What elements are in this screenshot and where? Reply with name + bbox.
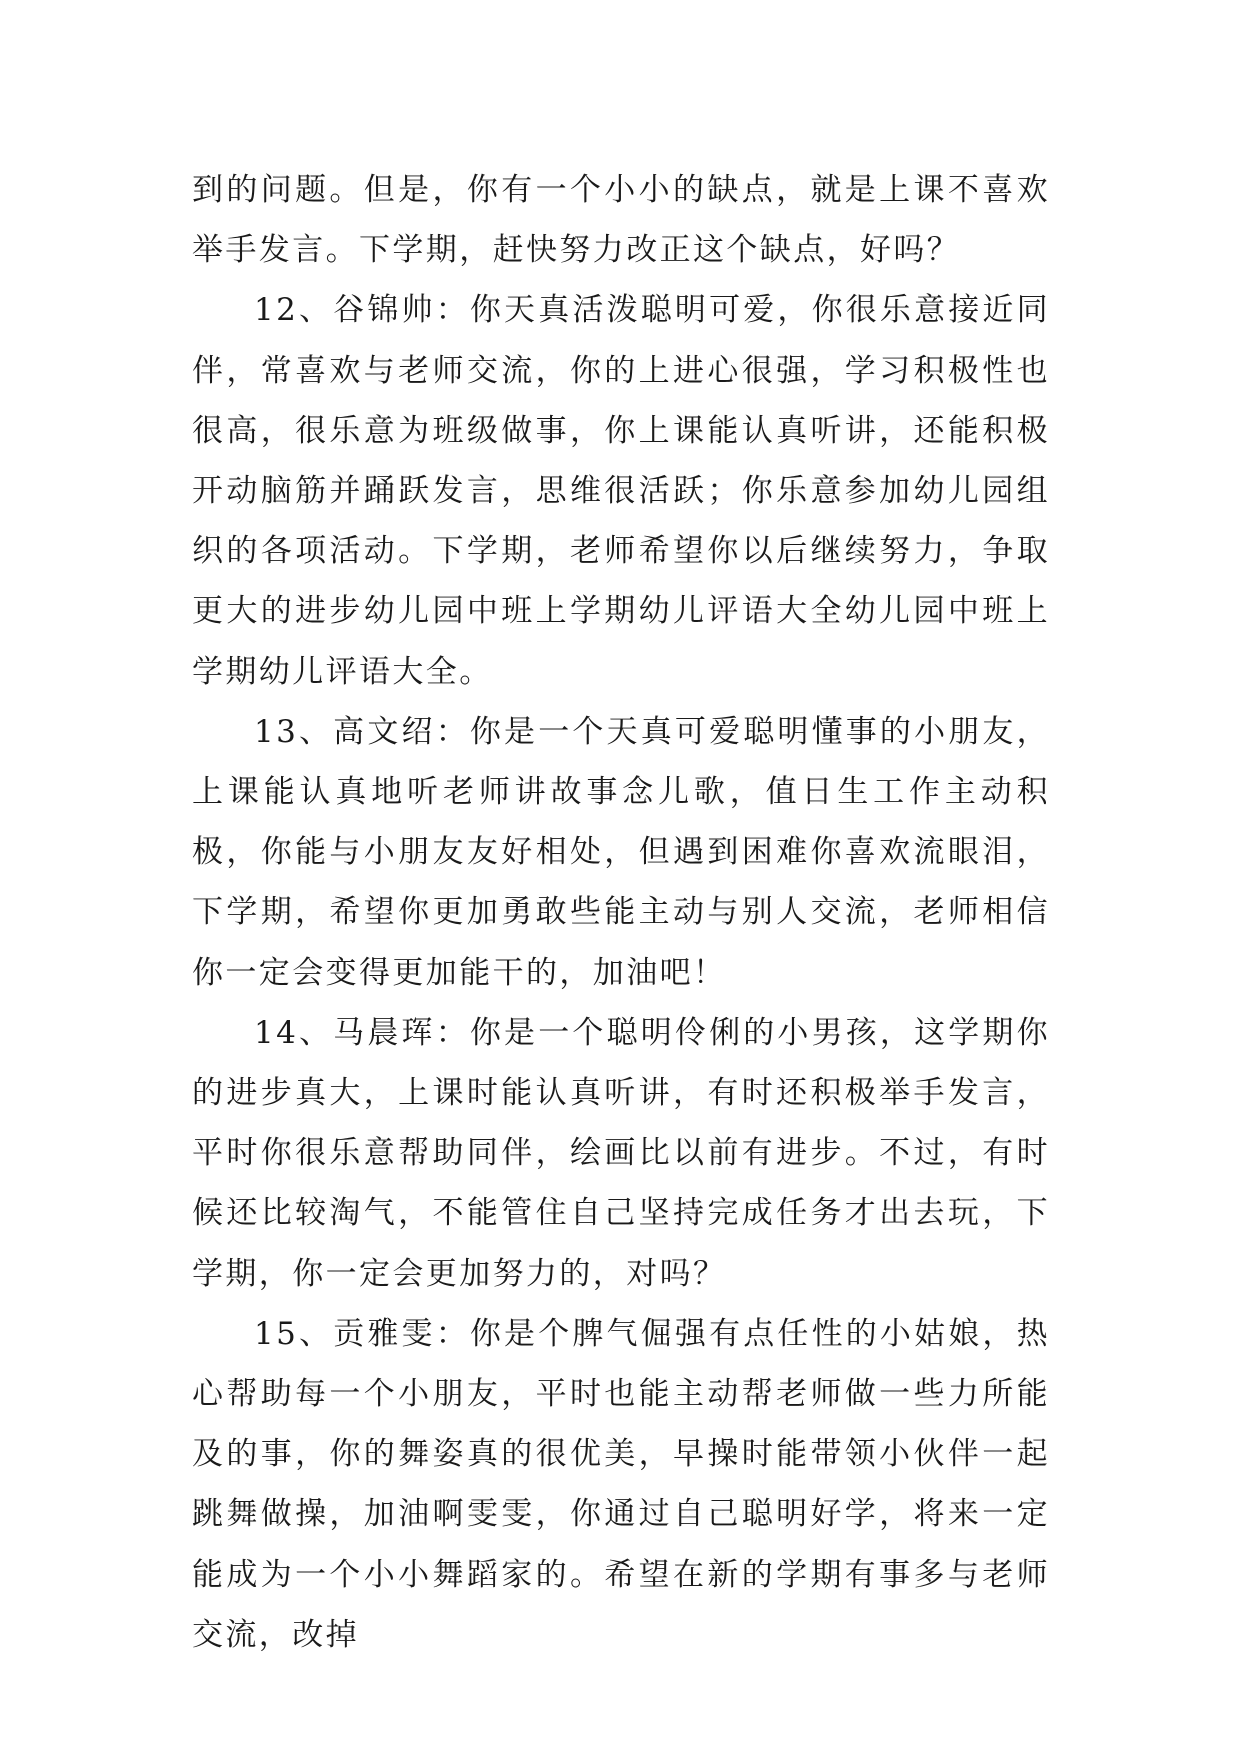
paragraph-comment-15: 15、贡雅雯：你是个脾气倔强有点任性的小姑娘，热心帮助每一个小朋友，平时也能主动帮老师做一些力所能及的事，你的舞姿真的很优美，早操时能带领小伙伴一起跳舞做操，加油啊雯雯，你通过自己聪明好学，将来一定能成为一个小小舞蹈家的。希望在新的学期有事多与老师交流，改掉 [192, 1315, 1050, 1653]
document-page [192, 160, 1050, 1665]
paragraph-comment-13: 13、高文绍：你是一个天真可爱聪明懂事的小朋友，上课能认真地听老师讲故事念儿歌，值日生工作主动积极，你能与小朋友友好相处，但遇到困难你喜欢流眼泪，下学期，希望你更加勇敢些能主动与别人交流，老师相信你一定会变得更加能干的，加油吧！ [192, 713, 1050, 991]
paragraph-comment-12: 12、谷锦帅：你天真活泼聪明可爱，你很乐意接近同伴，常喜欢与老师交流，你的上进心很强，学习积极性也很高，很乐意为班级做事，你上课能认真听讲，还能积极开动脑筋并踊跃发言，思维很活跃；你乐意参加幼儿园组织的各项活动。下学期，老师希望你以后继续努力，争取更大的进步幼儿园中班上学期幼儿评语大全幼儿园中班上学期幼儿评语大全。 [192, 292, 1050, 690]
paragraph-comment-14: 14、马晨珲：你是一个聪明伶俐的小男孩，这学期你的进步真大，上课时能认真听讲，有时还积极举手发言，平时你很乐意帮助同伴，绘画比以前有进步。不过，有时候还比较淘气，不能管住自己坚持完成任务才出去玩，下学期，你一定会更加努力的，对吗？ [192, 1014, 1050, 1292]
paragraph-continuation: 到的问题。但是，你有一个小小的缺点，就是上课不喜欢举手发言。下学期，赶快努力改正这个缺点，好吗？ [192, 172, 1050, 269]
